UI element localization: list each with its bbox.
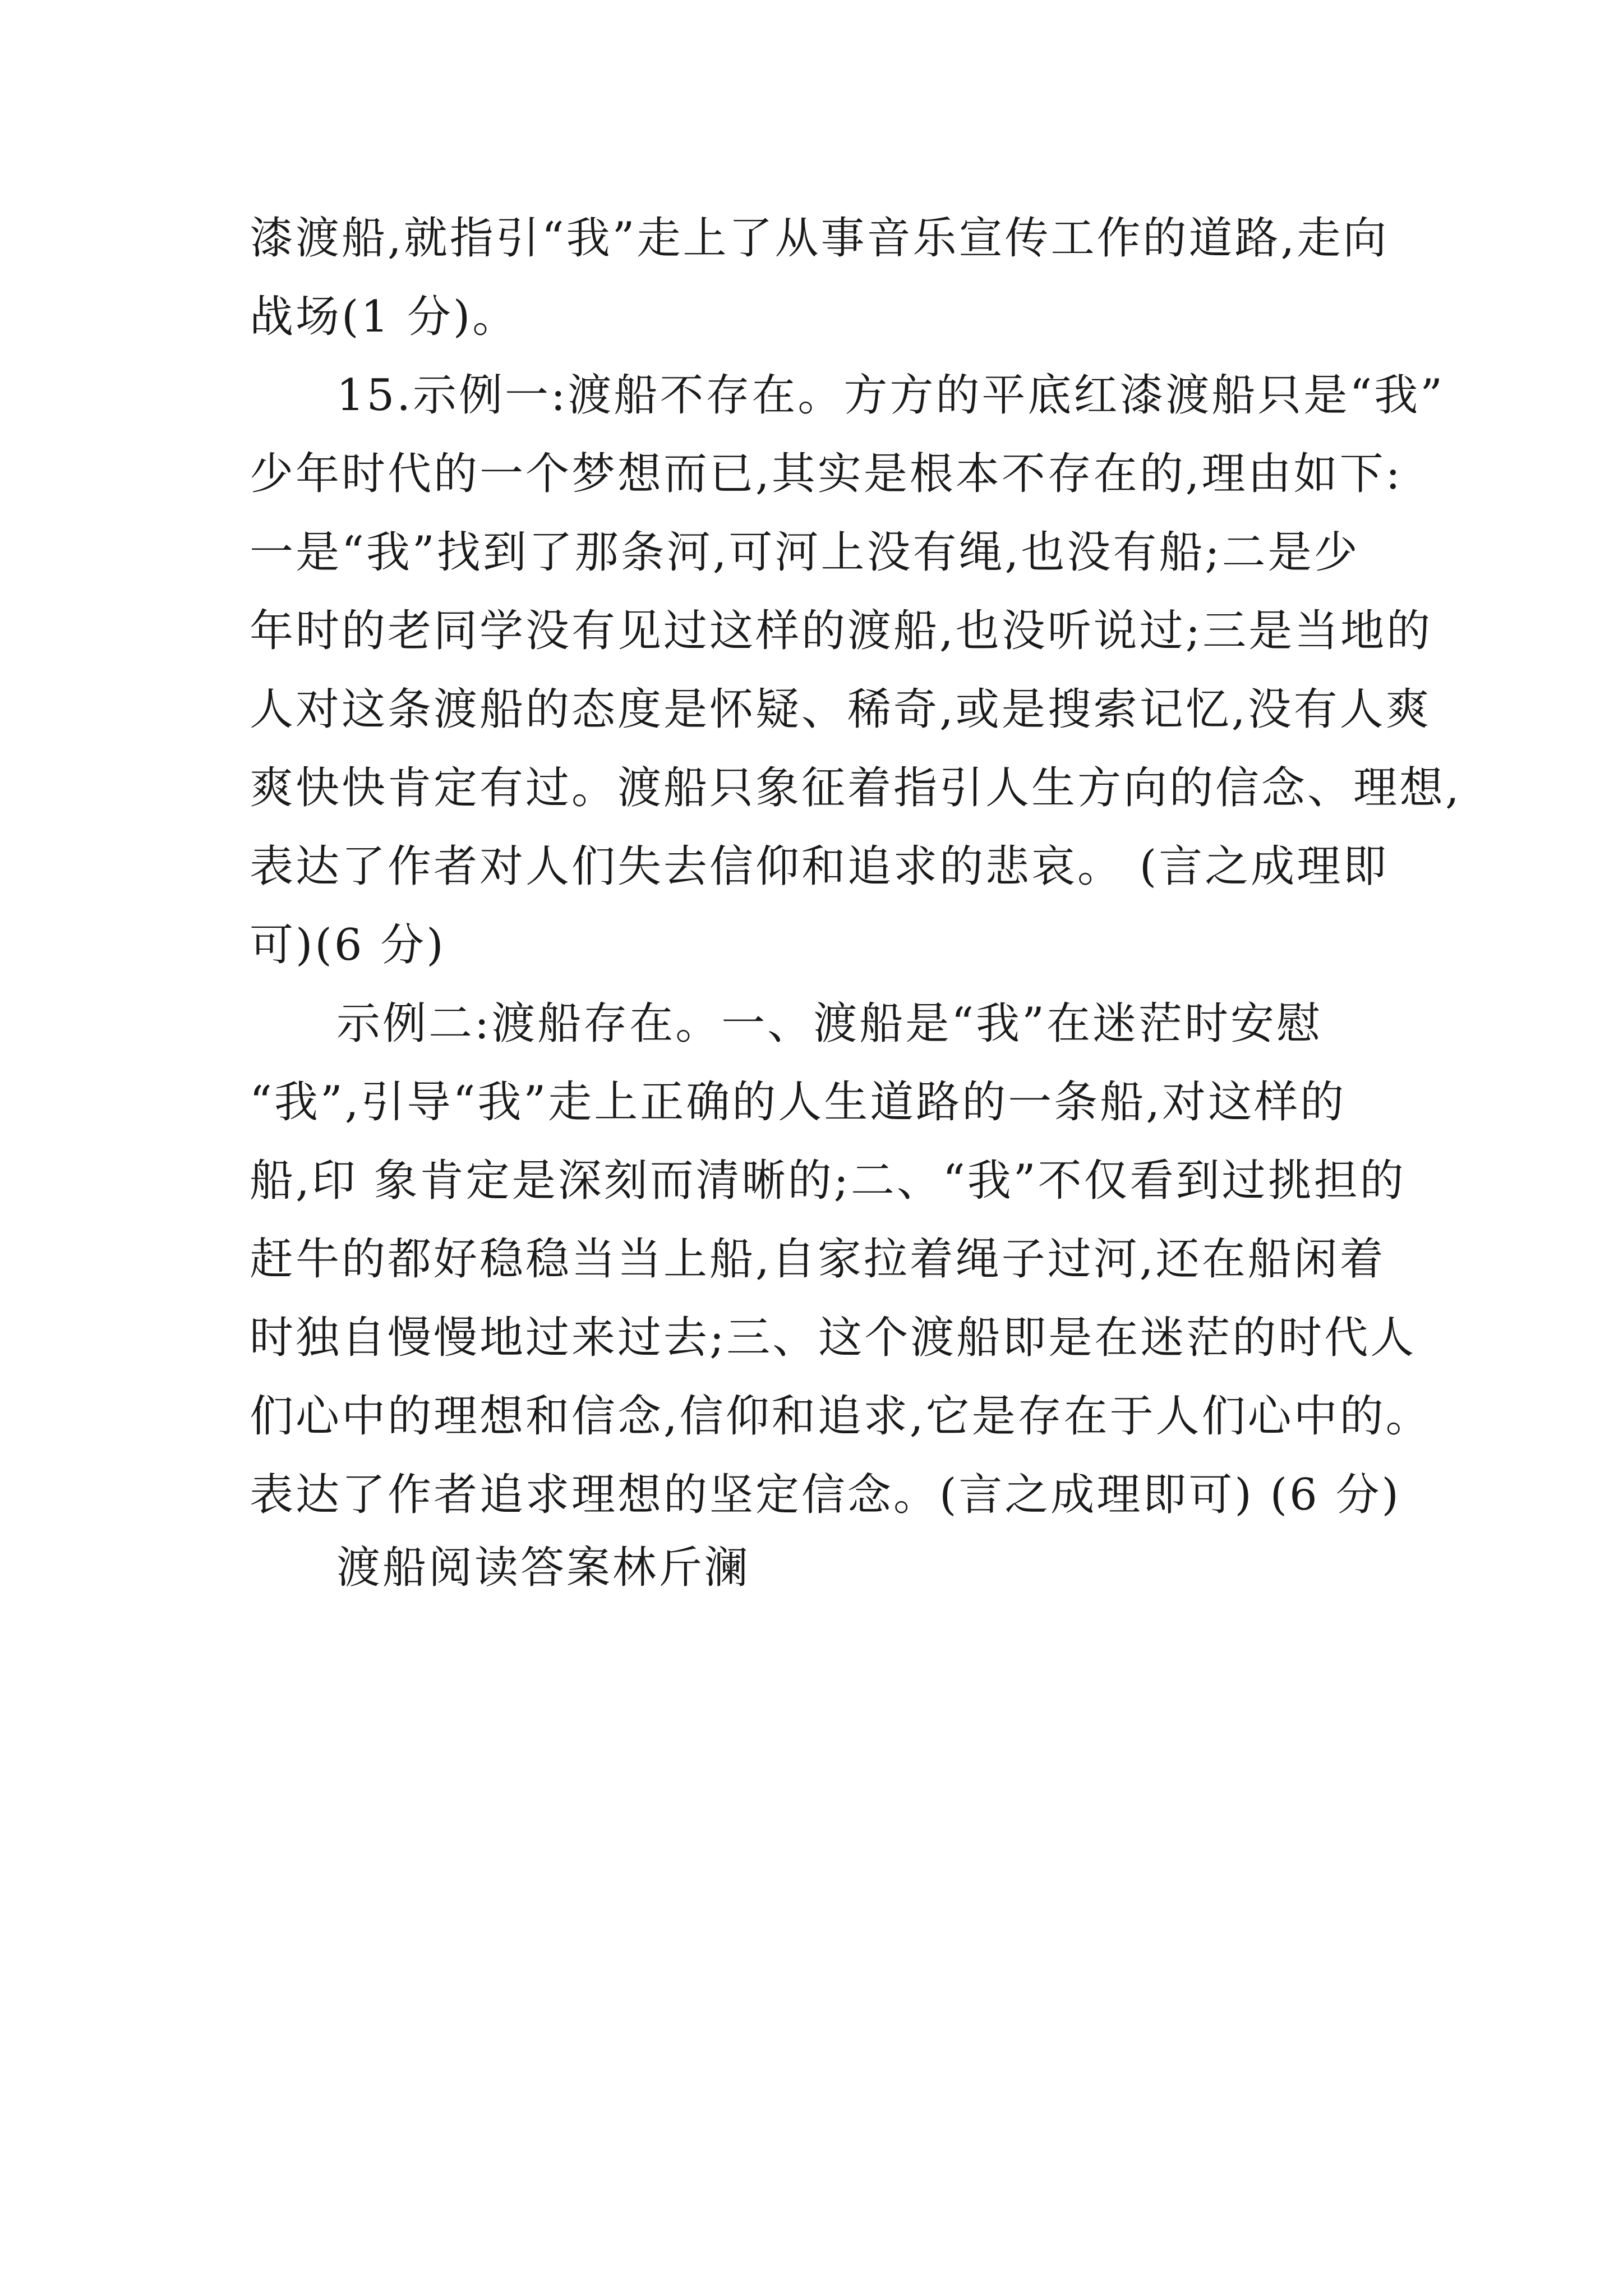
text-line: 15.示例一:渡船不存在。方方的平底红漆渡船只是“我” <box>336 370 1445 421</box>
text-line: 表达了作者追求理想的坚定信念。(言之成理即可) (6 分) <box>250 1470 1401 1520</box>
text-line: 示例二:渡船存在。一、渡船是“我”在迷茫时安慰 <box>336 999 1323 1049</box>
text-line: 一是“我”找到了那条河,可河上没有绳,也没有船;二是少 <box>250 527 1360 578</box>
text-line: 可)(6 分) <box>250 920 446 970</box>
text-line: 战场(1 分)。 <box>250 292 519 342</box>
document-title-footer: 渡船阅读答案林斤澜 <box>336 1543 751 1593</box>
text-line: 时独自慢慢地过来过去;三、这个渡船即是在迷茫的时代人 <box>250 1313 1417 1363</box>
text-line: 们心中的理想和信念,信仰和追求,它是存在于人们心中的。 <box>250 1391 1432 1442</box>
text-line: 赶牛的都好稳稳当当上船,自家拉着绳子过河,还在船闲着 <box>250 1234 1386 1285</box>
text-line: 年时的老同学没有见过这样的渡船,也没听说过;三是当地的 <box>250 606 1433 656</box>
text-line: 表达了作者对人们失去信仰和追求的悲哀。 (言之成理即 <box>250 841 1389 892</box>
text-line: 少年时代的一个梦想而已,其实是根本不存在的,理由如下: <box>250 449 1403 499</box>
text-line: 船,印 象肯定是深刻而清晰的;二、“我”不仅看到过挑担的 <box>250 1156 1406 1206</box>
text-line: 爽快快肯定有过。渡船只象征着指引人生方向的信念、理想, <box>250 763 1461 813</box>
text-line: “我”,引导“我”走上正确的人生道路的一条船,对这样的 <box>250 1077 1347 1128</box>
text-line: 漆渡船,就指引“我”走上了从事音乐宣传工作的道路,走向 <box>250 213 1389 264</box>
text-line: 人对这条渡船的态度是怀疑、稀奇,或是搜索记忆,没有人爽 <box>250 684 1432 735</box>
